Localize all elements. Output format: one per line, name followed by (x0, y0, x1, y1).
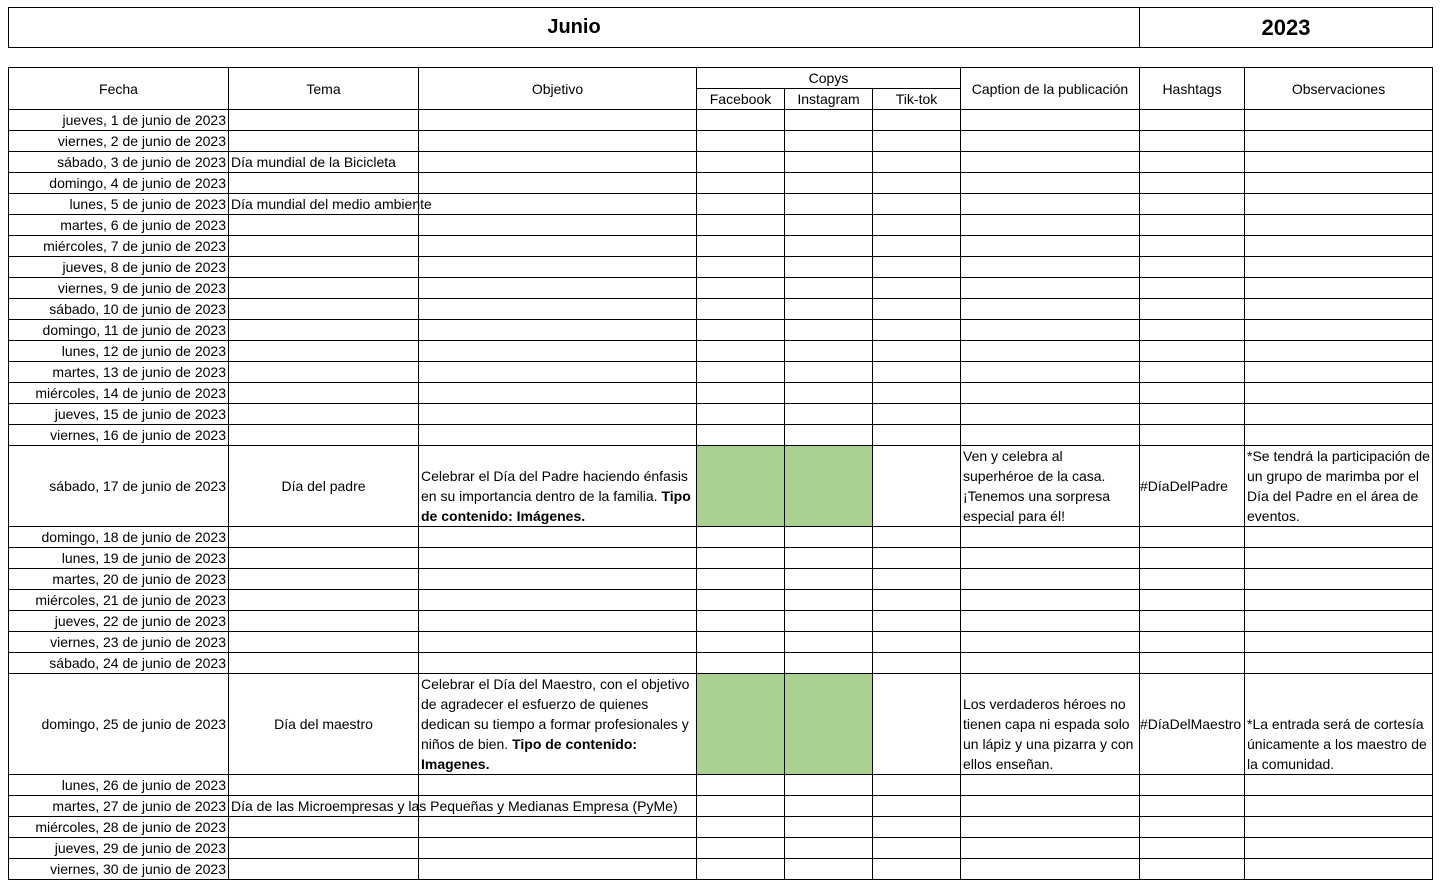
caption-cell[interactable]: Los verdaderos héroes no tienen capa ni espada solo un lápiz y una pizarra y con ellos enseñan. (961, 674, 1140, 775)
tema-cell[interactable] (229, 796, 678, 817)
header-caption[interactable]: Caption de la publicación (961, 68, 1140, 110)
date-cell[interactable]: jueves, 29 de junio de 2023 (9, 838, 229, 859)
table-row (9, 838, 1433, 859)
header-tiktok[interactable]: Tik-tok (873, 89, 961, 110)
header-tema[interactable]: Tema (229, 68, 419, 110)
date-cell[interactable]: lunes, 12 de junio de 2023 (9, 341, 229, 362)
observaciones-cell[interactable]: *Se tendrá la participación de un grupo de marimba por el Día del Padre en el área de eventos. (1245, 446, 1433, 527)
date-cell[interactable]: martes, 6 de junio de 2023 (9, 215, 229, 236)
objetivo-content-type: Tipo de contenido: Imágenes. (421, 488, 691, 524)
date-cell[interactable]: miércoles, 21 de junio de 2023 (9, 590, 229, 611)
table-row (9, 215, 1433, 236)
tema-text: Día de las Microempresas y las Pequeñas y Medianas Empresa (PyMe) (231, 798, 678, 814)
table-row (9, 632, 1433, 653)
hashtags-cell[interactable]: #DíaDelMaestro (1140, 674, 1245, 775)
table-row (9, 425, 1433, 446)
table-row (9, 131, 1433, 152)
table-row (9, 152, 1433, 173)
objetivo-text: Celebrar el Día del Maestro, con el objetivo de agradecer el esfuerzo de quienes dedican su tiempo a formar profesionales y niños de bien. (421, 676, 690, 752)
tema-cell[interactable] (229, 152, 419, 173)
header-facebook[interactable]: Facebook (697, 89, 785, 110)
date-cell[interactable]: lunes, 26 de junio de 2023 (9, 775, 229, 796)
date-cell[interactable]: jueves, 22 de junio de 2023 (9, 611, 229, 632)
tiktok-cell[interactable] (873, 674, 961, 775)
date-cell[interactable]: sábado, 10 de junio de 2023 (9, 299, 229, 320)
table-row (9, 194, 1433, 215)
table-row-dia-del-padre (9, 446, 1433, 527)
date-cell[interactable]: martes, 13 de junio de 2023 (9, 362, 229, 383)
tema-cell[interactable]: Día del padre (229, 446, 419, 527)
date-cell[interactable]: miércoles, 28 de junio de 2023 (9, 817, 229, 838)
date-cell[interactable]: miércoles, 7 de junio de 2023 (9, 236, 229, 257)
date-cell[interactable]: viernes, 30 de junio de 2023 (9, 859, 229, 880)
table-row (9, 548, 1433, 569)
facebook-cell-highlight[interactable] (697, 446, 785, 527)
date-cell[interactable]: jueves, 1 de junio de 2023 (9, 110, 229, 131)
objetivo-cell[interactable] (419, 446, 697, 527)
date-cell[interactable]: miércoles, 14 de junio de 2023 (9, 383, 229, 404)
objetivo-content-type: Tipo de contenido: Imagenes. (421, 736, 638, 772)
date-cell[interactable]: viernes, 16 de junio de 2023 (9, 425, 229, 446)
date-cell[interactable]: martes, 20 de junio de 2023 (9, 569, 229, 590)
date-cell[interactable]: viernes, 9 de junio de 2023 (9, 278, 229, 299)
table-row-dia-del-maestro (9, 674, 1433, 775)
tiktok-cell[interactable] (873, 446, 961, 527)
date-cell[interactable]: jueves, 15 de junio de 2023 (9, 404, 229, 425)
table-row (9, 590, 1433, 611)
tema-cell[interactable] (229, 194, 432, 215)
caption-cell[interactable]: Ven y celebra al superhéroe de la casa. ¡Tenemos una sorpresa especial para él! (961, 446, 1140, 527)
table-row (9, 278, 1433, 299)
table-row (9, 257, 1433, 278)
header-observaciones[interactable]: Observaciones (1245, 68, 1433, 110)
table-row (9, 404, 1433, 425)
date-cell[interactable]: domingo, 18 de junio de 2023 (9, 527, 229, 548)
table-row (9, 299, 1433, 320)
date-cell[interactable]: martes, 27 de junio de 2023 (9, 796, 229, 817)
date-cell[interactable]: viernes, 2 de junio de 2023 (9, 131, 229, 152)
hashtags-cell[interactable]: #DíaDelPadre (1140, 446, 1245, 527)
table-row (9, 383, 1433, 404)
instagram-cell-highlight[interactable] (785, 674, 873, 775)
table-row (9, 775, 1433, 796)
date-cell[interactable]: sábado, 24 de junio de 2023 (9, 653, 229, 674)
date-cell[interactable]: domingo, 25 de junio de 2023 (9, 674, 229, 775)
table-row (9, 817, 1433, 838)
date-cell[interactable]: lunes, 19 de junio de 2023 (9, 548, 229, 569)
instagram-cell-highlight[interactable] (785, 446, 873, 527)
table-row (9, 569, 1433, 590)
date-cell[interactable]: domingo, 11 de junio de 2023 (9, 320, 229, 341)
date-cell[interactable]: sábado, 3 de junio de 2023 (9, 152, 229, 173)
header-fecha[interactable]: Fecha (9, 68, 229, 110)
title-bar (8, 7, 1433, 48)
tema-cell[interactable]: Día del maestro (229, 674, 419, 775)
table-row (9, 859, 1433, 880)
header-hashtags[interactable]: Hashtags (1140, 68, 1245, 110)
header-objetivo[interactable]: Objetivo (419, 68, 697, 110)
year-title[interactable]: 2023 (1140, 8, 1433, 48)
table-row (9, 236, 1433, 257)
objetivo-text: Celebrar el Día del Padre haciendo énfasis en su importancia dentro de la familia. (421, 468, 688, 504)
table-row (9, 362, 1433, 383)
table-row (9, 173, 1433, 194)
table-row (9, 653, 1433, 674)
table-row (9, 796, 1433, 817)
date-cell[interactable]: viernes, 23 de junio de 2023 (9, 632, 229, 653)
date-cell[interactable]: domingo, 4 de junio de 2023 (9, 173, 229, 194)
content-calendar-table (8, 67, 1433, 880)
header-instagram[interactable]: Instagram (785, 89, 873, 110)
table-row (9, 611, 1433, 632)
observaciones-cell[interactable]: *La entrada será de cortesía únicamente a los maestro de la comunidad. (1245, 674, 1433, 775)
table-row (9, 341, 1433, 362)
facebook-cell-highlight[interactable] (697, 674, 785, 775)
table-row (9, 110, 1433, 131)
date-cell[interactable]: jueves, 8 de junio de 2023 (9, 257, 229, 278)
table-row (9, 320, 1433, 341)
date-cell[interactable]: sábado, 17 de junio de 2023 (9, 446, 229, 527)
table-row (9, 527, 1433, 548)
tema-text: Día mundial del medio ambiente (231, 196, 432, 212)
month-title[interactable]: Junio (9, 8, 1140, 48)
tema-text: Día mundial de la Bicicleta (231, 154, 396, 170)
header-copys[interactable]: Copys (697, 68, 961, 89)
date-cell[interactable]: lunes, 5 de junio de 2023 (9, 194, 229, 215)
objetivo-cell[interactable] (419, 674, 697, 775)
